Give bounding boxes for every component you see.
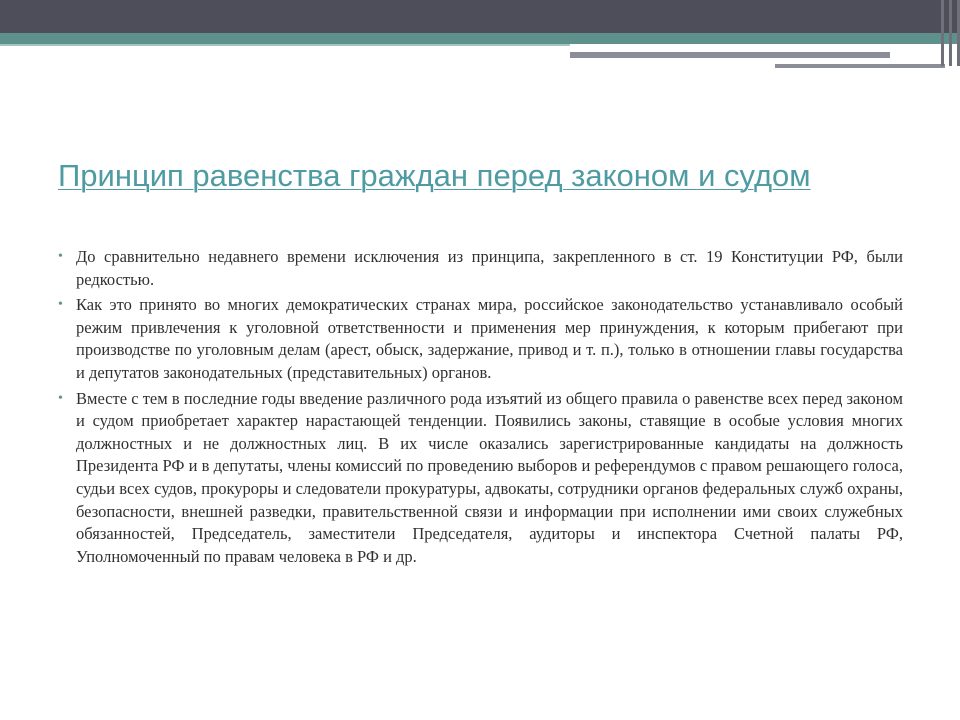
bullet-list	[58, 246, 903, 571]
bullet-text: Как это принято во многих демократических странах мира, российское законодательство устанавливало особый режим привлечения к уголовной ответственности и применения мер принуждения, к которым прибегают при производстве по уголовным делам (арест, обыск, задержание, привод и т. п.), только в отношении главы государства и депутатов законодательных (представительных) органов.	[76, 295, 903, 382]
list-item	[58, 388, 903, 569]
slide-title: Принцип равенства граждан перед законом и судом	[58, 158, 811, 193]
bullet-icon: •	[58, 249, 63, 264]
decorative-stripes	[926, 0, 960, 66]
bullet-text: До сравнительно недавнего времени исключения из принципа, закрепленного в ст. 19 Конституции РФ, были редкостью.	[76, 247, 903, 289]
list-item	[58, 246, 903, 291]
list-item	[58, 294, 903, 384]
bullet-icon: •	[58, 390, 63, 406]
bullet-text: Вместе с тем в последние годы введение различного рода изъятий из общего правила о равенстве всех перед законом и судом приобретает характер нарастающей тенденции. Появились законы, ставящие в особые условия многих должностных и не должностных лиц. В их числе оказались зарегистрированные кандидаты на должность Президента РФ и в депутаты, члены комиссий по проведению выборов и референдумов с правом решающего голоса, судьи всех судов, прокуроры и следователи прокуратуры, адвокаты, сотрудники органов федеральных служб охраны, безопасности, внешней разведки, правительственной связи и информации при исполнении ими своих служебных обязанностей, Председатель, заместители Председателя, аудиторы и инспектора Счетной палаты РФ, Уполномоченный по правам человека в РФ и др.	[76, 388, 903, 566]
header-teal-band	[0, 33, 960, 44]
header-teal-line	[0, 44, 570, 46]
bullet-icon: •	[58, 297, 63, 313]
decorative-bar-long	[570, 52, 890, 58]
stripe	[941, 0, 944, 66]
decorative-bar-short	[775, 64, 945, 68]
stripe	[949, 0, 952, 66]
header-dark-bar	[0, 0, 960, 33]
